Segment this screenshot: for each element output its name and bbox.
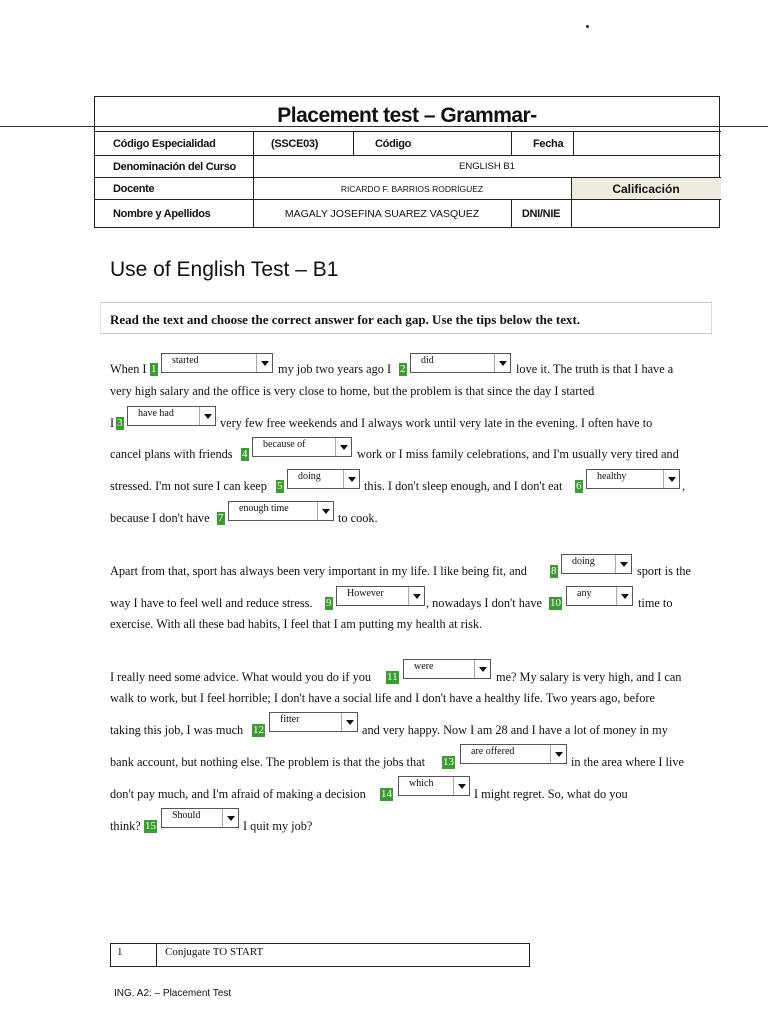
chevron-down-icon (317, 502, 333, 520)
gap-number: 14 (381, 788, 392, 800)
chevron-down-icon (615, 555, 631, 573)
gap-6-select[interactable] (586, 469, 680, 489)
docente-value: RICARDO F. BARRIOS RODRÍGUEZ (253, 177, 571, 199)
text-line: and very happy. Now I am 28 and I have a lot of money in my (362, 723, 668, 737)
text-line: sport is the (637, 564, 691, 578)
gap-7-value: enough time (239, 503, 289, 514)
gap-13-value: are offered (471, 746, 515, 757)
text-line: taking this job, I was much (110, 723, 244, 737)
text-line: think? (110, 819, 141, 833)
text-line: bank account, but nothing else. The problem is that the jobs that (110, 755, 425, 769)
text-line: because I don't have (110, 511, 210, 525)
gap-number: 10 (550, 597, 561, 609)
nombre-value: MAGALY JOSEFINA SUAREZ VASQUEZ (253, 199, 511, 228)
gap-number: 15 (145, 820, 156, 832)
chevron-down-icon (256, 354, 272, 372)
section-heading: Use of English Test – B1 (110, 258, 339, 281)
gap-11-value: were (414, 661, 434, 672)
denominacion-label: Denominación del Curso (95, 155, 253, 177)
dni-value[interactable] (571, 199, 721, 228)
gap-9-value: However (347, 588, 384, 599)
gap-14-select[interactable] (398, 776, 470, 796)
text-line: very few free weekends and I always work until very late in the evening. I often have to (220, 416, 653, 430)
text-line: Apart from that, sport has always been very important in my life. I like being fit, and (110, 564, 527, 578)
gap-14-value: which (409, 778, 434, 789)
text-line: I might regret. So, what do you (474, 787, 628, 801)
denominacion-value: ENGLISH B1 (253, 155, 721, 177)
chevron-down-icon (199, 407, 215, 425)
gap-4-value: because of (263, 439, 306, 450)
gap-3-select[interactable] (127, 406, 216, 426)
gap-number: 12 (253, 724, 264, 736)
chevron-down-icon (550, 745, 566, 763)
chevron-down-icon (408, 587, 424, 605)
text-line: cancel plans with friends (110, 447, 233, 461)
page-title: Placement test – Grammar- (277, 104, 537, 127)
codigo-especialidad-label: Código Especialidad (95, 131, 253, 155)
text-line: When I (110, 362, 147, 376)
gap-1-value: started (172, 355, 199, 366)
gap-number: 4 (242, 448, 248, 460)
gap-2-select[interactable] (410, 353, 511, 373)
nombre-label: Nombre y Apellidos (95, 199, 253, 228)
tip-text: Conjugate TO START (165, 946, 264, 958)
chevron-down-icon (474, 660, 490, 678)
gap-13-select[interactable] (460, 744, 567, 764)
gap-7-select[interactable] (228, 501, 334, 521)
gap-15-value: Should (172, 810, 201, 821)
gap-number: 3 (117, 417, 123, 429)
gap-number: 5 (277, 480, 283, 492)
header-table (94, 96, 720, 228)
chevron-down-icon (335, 438, 351, 456)
dot (586, 25, 589, 28)
text-line: to cook. (338, 511, 378, 525)
gap-number: 13 (443, 756, 454, 768)
codigo-especialidad-value: (SSCE03) (253, 131, 353, 155)
codigo-label: Código (353, 131, 511, 155)
text-line: time to (638, 596, 673, 610)
gap-11-select[interactable] (403, 659, 491, 679)
fecha-label: Fecha (513, 131, 573, 155)
gap-number: 2 (400, 363, 406, 375)
text-line: me? My salary is very high, and I can (496, 670, 682, 684)
text-line: I (110, 416, 115, 430)
chevron-down-icon (453, 777, 469, 795)
chevron-down-icon (343, 470, 359, 488)
chevron-down-icon (494, 354, 510, 372)
gap-number: 1 (151, 363, 157, 375)
docente-label: Docente (95, 177, 253, 199)
text-line: don't pay much, and I'm afraid of making a decision (110, 787, 366, 801)
gap-8-value: doing (572, 556, 595, 567)
gap-5-select[interactable] (287, 469, 360, 489)
text-line: I quit my job? (243, 819, 313, 833)
gap-number: 7 (218, 512, 224, 524)
gap-12-select[interactable] (269, 712, 358, 732)
fecha-value[interactable] (573, 131, 721, 155)
text-line: exercise. With all these bad habits, I feel that I am putting my health at risk. (110, 617, 483, 631)
gap-number: 6 (576, 480, 582, 492)
text-line: , nowadays I don't have (426, 596, 542, 610)
text-line: stressed. I'm not sure I can keep (110, 479, 267, 493)
chevron-down-icon (616, 587, 632, 605)
text-line: way I have to feel well and reduce stress. (110, 596, 313, 610)
gap-5-value: doing (298, 471, 321, 482)
gap-15-select[interactable] (161, 808, 239, 828)
gap-4-select[interactable] (252, 437, 352, 457)
gap-10-select[interactable] (566, 586, 633, 606)
gap-number: 11 (387, 671, 398, 683)
dni-label: DNI/NIE (511, 199, 571, 228)
text-line: in the area where I live (571, 755, 685, 769)
tips-table (110, 943, 530, 967)
text-line: , (682, 479, 686, 493)
gap-8-select[interactable] (561, 554, 632, 574)
text-line: walk to work, but I feel horrible; I don't have a social life and I don't have a healthy life. Two years ago, before (110, 691, 655, 705)
text-line: my job two years ago I (278, 362, 392, 376)
text-line: very high salary and the office is very close to home, but the problem is that since the day I started (110, 384, 595, 398)
gap-6-value: healthy (597, 471, 627, 482)
gap-number: 8 (551, 565, 557, 577)
chevron-down-icon (663, 470, 679, 488)
gap-9-select[interactable] (336, 586, 425, 606)
gap-2-value: did (421, 355, 434, 366)
tip-number: 1 (111, 944, 157, 966)
footer: ING. A2: – Placement Test (114, 988, 232, 999)
calificacion-label: Calificación (571, 177, 721, 199)
instruction-text: Read the text and choose the correct answer for each gap. Use the tips below the text. (110, 312, 581, 327)
text-line: I really need some advice. What would you do if you (110, 670, 372, 684)
gap-number: 9 (326, 597, 332, 609)
text-line: love it. The truth is that I have a (516, 362, 674, 376)
chevron-down-icon (222, 809, 238, 827)
gap-1-select[interactable] (161, 353, 273, 373)
gap-3-value: have had (138, 408, 174, 419)
text-line: work or I miss family celebrations, and I'm usually very tired and (357, 447, 679, 461)
gap-12-value: fitter (280, 714, 300, 725)
gap-10-value: any (577, 588, 592, 599)
text-line: this. I don't sleep enough, and I don't eat (364, 479, 563, 493)
chevron-down-icon (341, 713, 357, 731)
